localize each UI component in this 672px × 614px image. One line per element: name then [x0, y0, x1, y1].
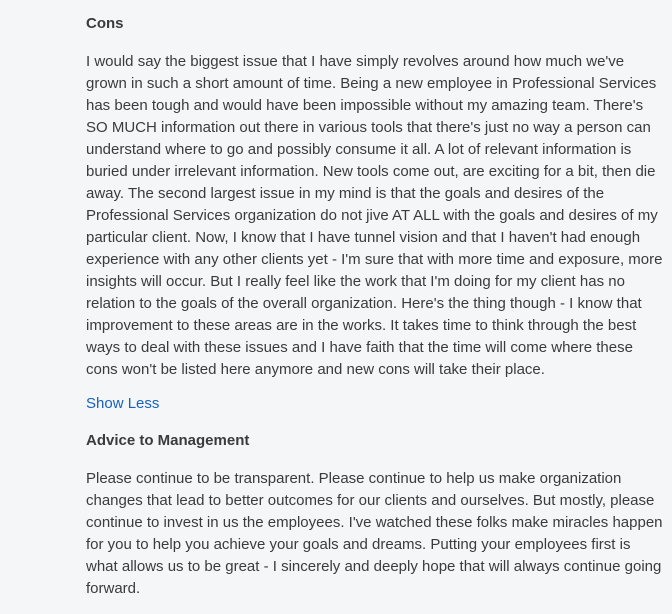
advice-text: Please continue to be transparent. Please continue to help us make organization changes that lead to better outcomes for our clients and ourselves. But mostly, please continue to invest in us the employees. I've watched these folks make miracles happen for you to help you achieve your goals and dreams. Putting your employees first is what allows us to be great - I sincerely and deeply hope that will always continue going forward.	[86, 470, 663, 597]
cons-text: I would say the biggest issue that I have simply revolves around how much we've grown in such a short amount of time. Being a new employee in Professional Services has been tough and would have been impossible without my amazing team. There's SO MUCH information out there in various tools that there's just no way a person can understand where to go and possibly consume it all. A lot of relevant information is buried under irrelevant information. New tools come out, are exciting for a bit, then die away. The second largest issue in my mind is that the goals and desires of the Professional Services organization do not jive AT ALL with the goals and desires of my particular client. Now, I know that I have tunnel vision and that I haven't had enough experience with any other clients yet - I'm sure that with more time and exposure, more insights will occur. But I really feel like the work that I'm doing for my client has no relation to the goals of the overall organization. Here's the thing though - I know that improvement to these areas are in the works. It takes time to think through the best ways to deal with these issues and I have faith that the time will come where these cons won't be listed here anymore and new cons will take their place.	[86, 53, 663, 378]
advice-heading: Advice to Management	[86, 432, 250, 449]
show-less-link[interactable]: Show Less	[86, 395, 160, 412]
cons-heading: Cons	[86, 15, 124, 32]
review-content	[86, 0, 666, 600]
